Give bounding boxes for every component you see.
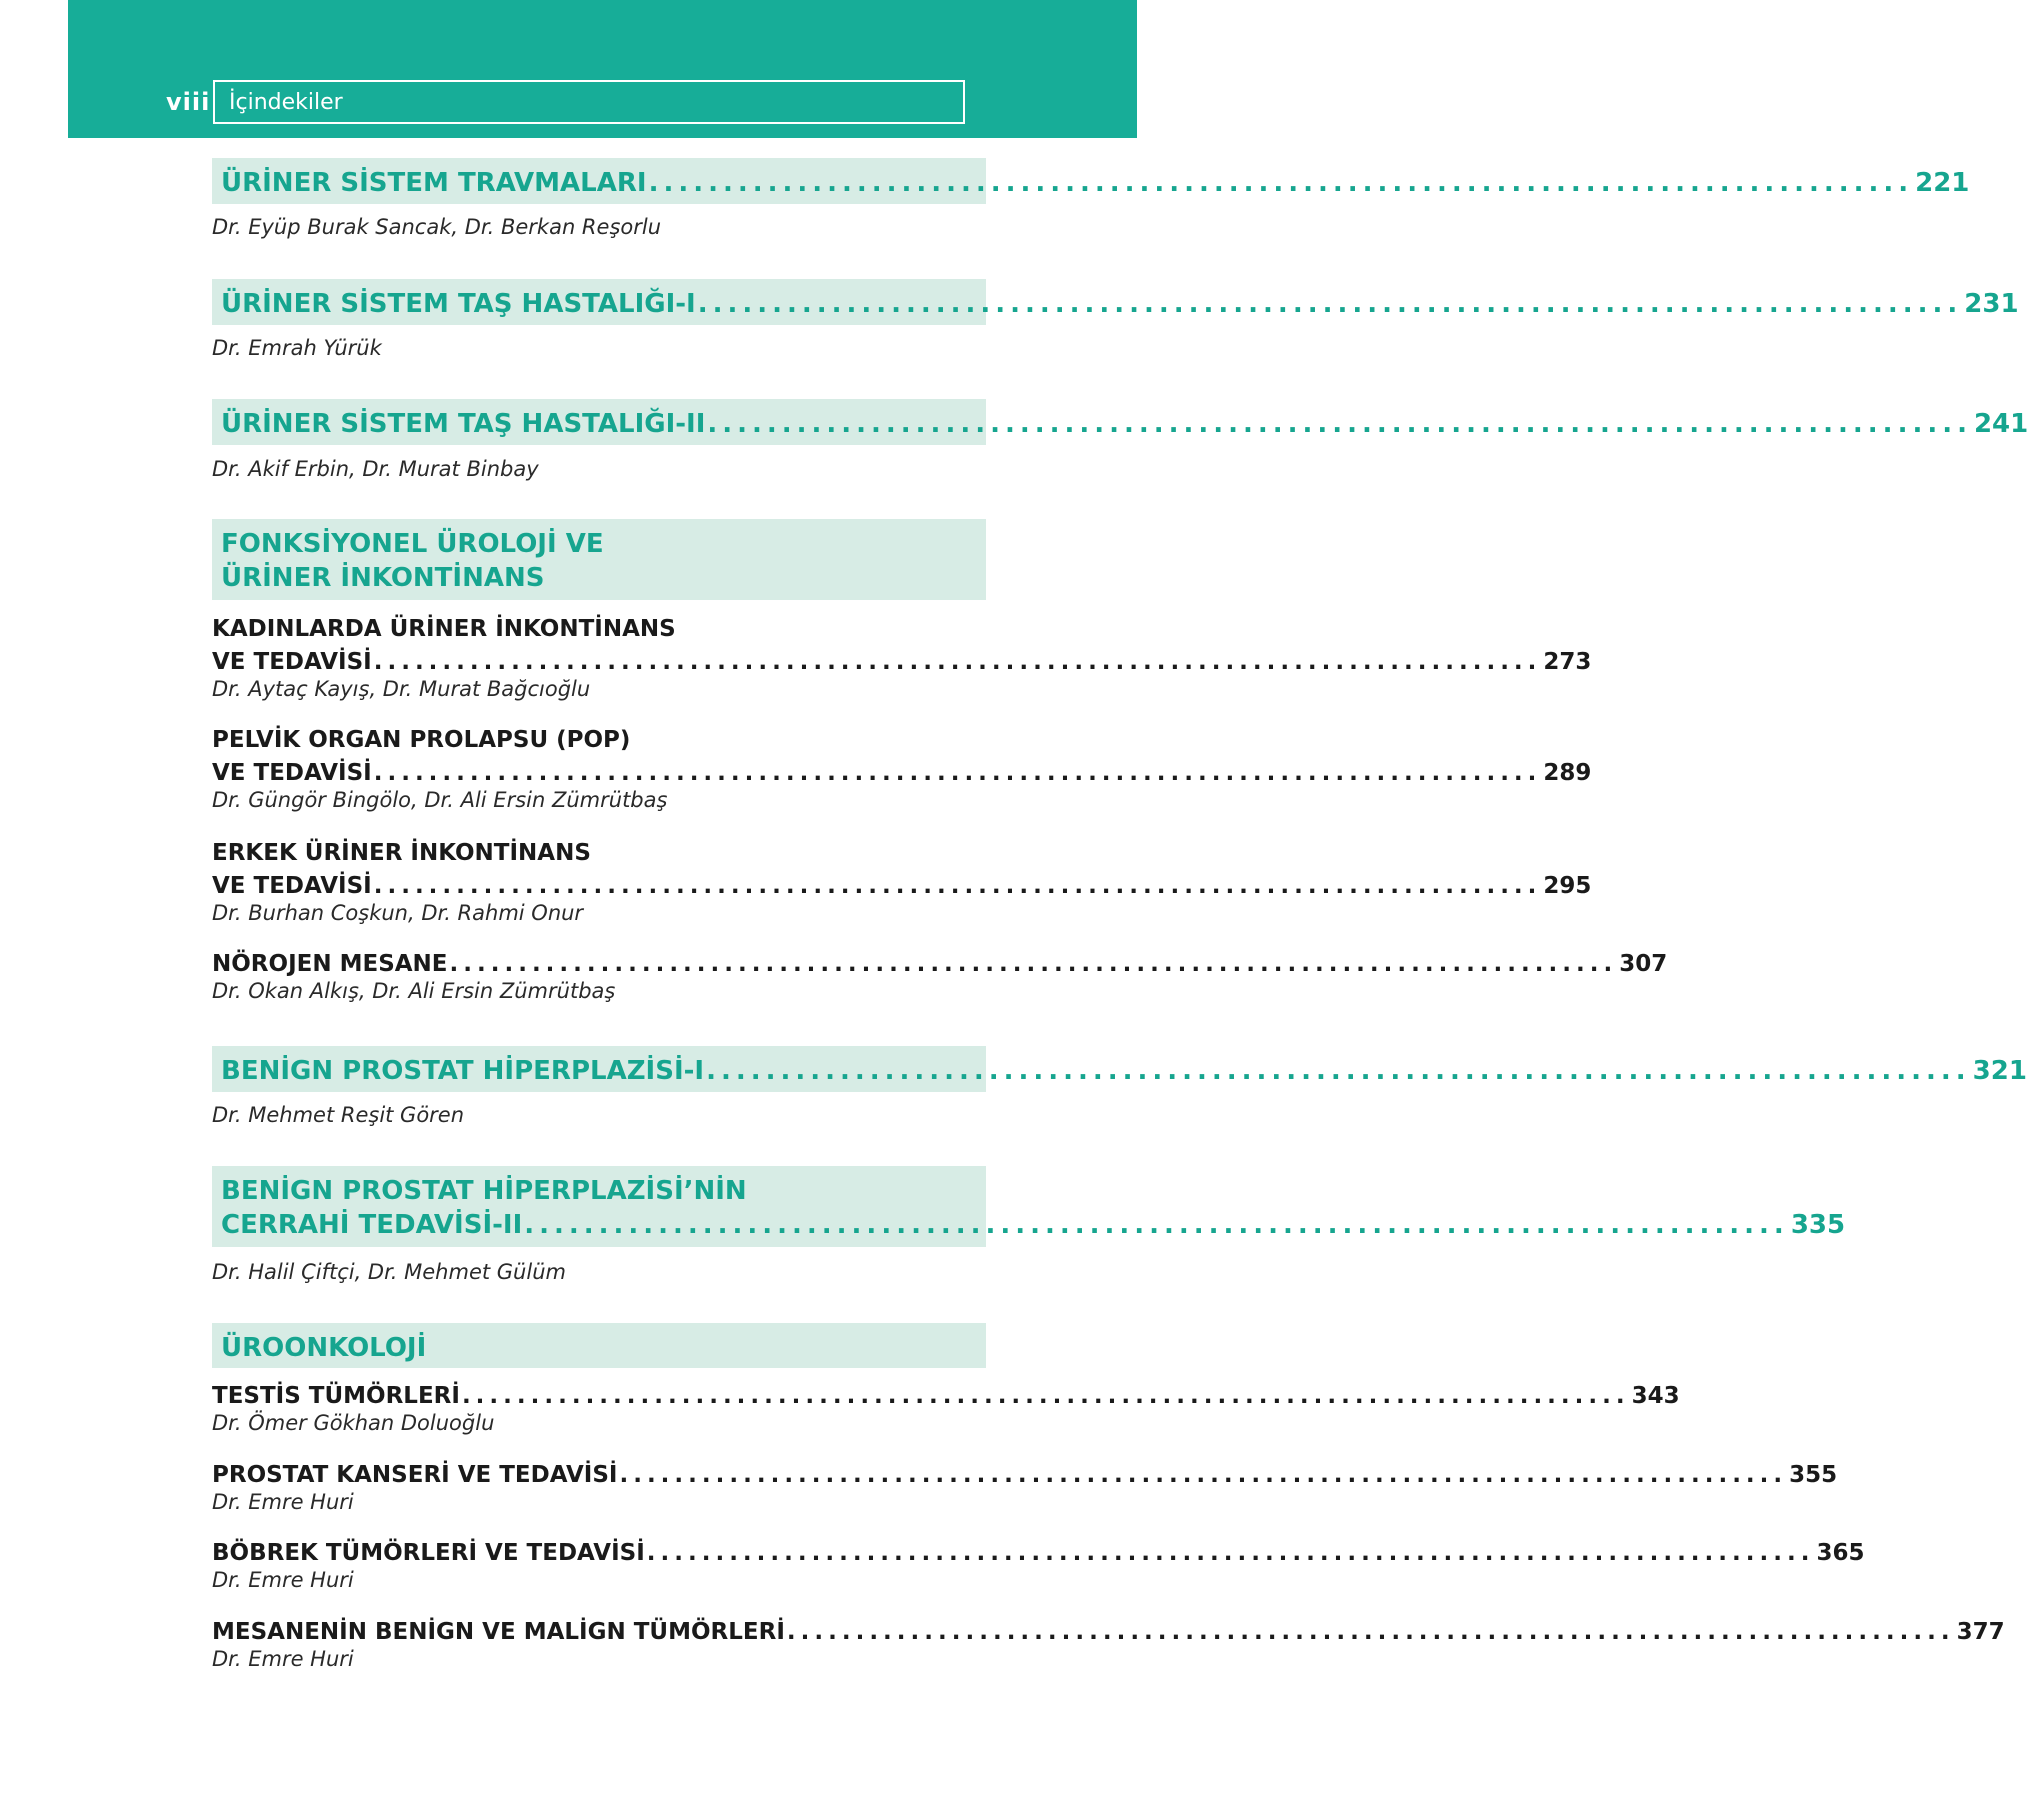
section-heading[interactable]: [212, 279, 2019, 325]
toc-entry[interactable]: [212, 1376, 1680, 1437]
section-title: CERRAHİ TEDAVİSİ-II: [221, 1210, 523, 1240]
entry-title-line: [212, 866, 1592, 899]
header-label: İçindekiler: [229, 90, 343, 115]
section-author: Dr. Halil Çiftçi, Dr. Mehmet Gülüm: [212, 1260, 566, 1284]
toc-entry[interactable]: [212, 609, 1592, 703]
entry-title-line: [212, 1376, 1680, 1409]
section-heading[interactable]: [212, 399, 2028, 445]
entry-author: Dr. Ömer Gökhan Doluoğlu: [212, 1411, 495, 1435]
entry-page: 377: [1956, 1619, 2005, 1645]
entry-title-line: [212, 1612, 2005, 1645]
section-title-line: ÜRİNER İNKONTİNANS: [221, 563, 545, 593]
section-heading[interactable]: [212, 1166, 1846, 1247]
section-title-line: BENİGN PROSTAT HİPERPLAZİSİ’NİN: [221, 1176, 747, 1206]
dot-leader: .....................................................................................: [619, 1462, 1788, 1488]
section-author: Dr. Emrah Yürük: [212, 336, 382, 360]
entry-page: 343: [1631, 1383, 1680, 1409]
dot-leader: .....................................................................................: [706, 1056, 1971, 1086]
toc-entry[interactable]: [212, 944, 1668, 1005]
entry-title-line: [212, 1455, 1838, 1488]
toc-entry[interactable]: [212, 1455, 1838, 1516]
entry-author: Dr. Emre Huri: [212, 1490, 354, 1514]
toc-entry[interactable]: [212, 833, 1592, 927]
entry-page: 295: [1543, 873, 1592, 899]
dot-leader: .....................................................................................: [786, 1619, 1955, 1645]
entry-title-line: KADINLARDA ÜRİNER İNKONTİNANS: [212, 616, 676, 642]
dot-leader: .....................................................................................: [707, 409, 1972, 439]
entry-title: VE TEDAVİSİ: [212, 873, 372, 899]
section-title-line: FONKSİYONEL ÜROLOJİ VE: [221, 529, 604, 559]
section-author: Dr. Eyüp Burak Sancak, Dr. Berkan Reşorlu: [212, 215, 662, 239]
section-title-line: [221, 285, 2019, 319]
dot-leader: .....................................................................................: [461, 1383, 1630, 1409]
dot-leader: .....................................................................................: [373, 760, 1542, 786]
entry-author: Dr. Emre Huri: [212, 1568, 354, 1592]
entry-title: TESTİS TÜMÖRLERİ: [212, 1383, 460, 1409]
entry-page: 307: [1619, 951, 1668, 977]
entry-title-line: [212, 944, 1668, 977]
section-page: 241: [1973, 409, 2028, 439]
section-title: BENİGN PROSTAT HİPERPLAZİSİ-I: [221, 1056, 705, 1086]
entry-page: 289: [1543, 760, 1592, 786]
section-heading: [212, 519, 986, 600]
dot-leader: .....................................................................................: [524, 1210, 1789, 1240]
section-heading[interactable]: [212, 158, 1970, 204]
section-title-line: [221, 164, 1970, 198]
entry-title: VE TEDAVİSİ: [212, 649, 372, 675]
section-title-line: [221, 405, 2028, 439]
dot-leader: .....................................................................................: [697, 289, 1963, 319]
toc-entry[interactable]: [212, 1533, 1865, 1594]
dot-leader: .....................................................................................: [373, 873, 1542, 899]
section-title-line: ÜROONKOLOJİ: [221, 1333, 427, 1363]
toc-entry[interactable]: [212, 720, 1592, 814]
dot-leader: .....................................................................................: [646, 1540, 1815, 1566]
entry-title-line: [212, 642, 1592, 675]
entry-page: 355: [1789, 1462, 1838, 1488]
entry-title: MESANENİN BENİGN VE MALİGN TÜMÖRLERİ: [212, 1619, 785, 1645]
dot-leader: .....................................................................................: [373, 649, 1542, 675]
entry-page: 365: [1816, 1540, 1865, 1566]
section-page: 321: [1972, 1056, 2027, 1086]
section-title-line: [221, 1052, 2027, 1086]
dot-leader: .....................................................................................: [648, 168, 1914, 198]
page-number: viii: [166, 88, 211, 116]
section-title: ÜRİNER SİSTEM TAŞ HASTALIĞI-II: [221, 409, 706, 439]
section-author: Dr. Mehmet Reşit Gören: [212, 1103, 465, 1127]
section-title: ÜRİNER SİSTEM TAŞ HASTALIĞI-I: [221, 289, 696, 319]
section-page: 231: [1964, 289, 2019, 319]
entry-author: Dr. Okan Alkış, Dr. Ali Ersin Zümrütbaş: [212, 979, 616, 1003]
entry-title: VE TEDAVİSİ: [212, 760, 372, 786]
entry-author: Dr. Emre Huri: [212, 1647, 354, 1671]
entry-title-line: ERKEK ÜRİNER İNKONTİNANS: [212, 840, 591, 866]
section-title: ÜRİNER SİSTEM TRAVMALARI: [221, 168, 647, 198]
section-heading: [212, 1323, 986, 1368]
entry-title: BÖBREK TÜMÖRLERİ VE TEDAVİSİ: [212, 1540, 645, 1566]
section-title-line: [221, 1206, 1846, 1240]
entry-page: 273: [1543, 649, 1592, 675]
entry-author: Dr. Burhan Coşkun, Dr. Rahmi Onur: [212, 901, 584, 925]
section-author: Dr. Akif Erbin, Dr. Murat Binbay: [212, 457, 539, 481]
dot-leader: .....................................................................................: [449, 951, 1618, 977]
entry-title: NÖROJEN MESANE: [212, 951, 448, 977]
section-page: 335: [1790, 1210, 1846, 1240]
section-page: 221: [1915, 168, 1970, 198]
entry-title-line: [212, 753, 1592, 786]
entry-title-line: PELVİK ORGAN PROLAPSU (POP): [212, 727, 631, 753]
entry-author: Dr. Güngör Bingölo, Dr. Ali Ersin Zümrütbaş: [212, 788, 668, 812]
toc-entry[interactable]: [212, 1612, 2005, 1673]
entry-title-line: [212, 1533, 1865, 1566]
section-heading[interactable]: [212, 1046, 2027, 1092]
entry-author: Dr. Aytaç Kayış, Dr. Murat Bağcıoğlu: [212, 677, 591, 701]
entry-title: PROSTAT KANSERİ VE TEDAVİSİ: [212, 1462, 618, 1488]
